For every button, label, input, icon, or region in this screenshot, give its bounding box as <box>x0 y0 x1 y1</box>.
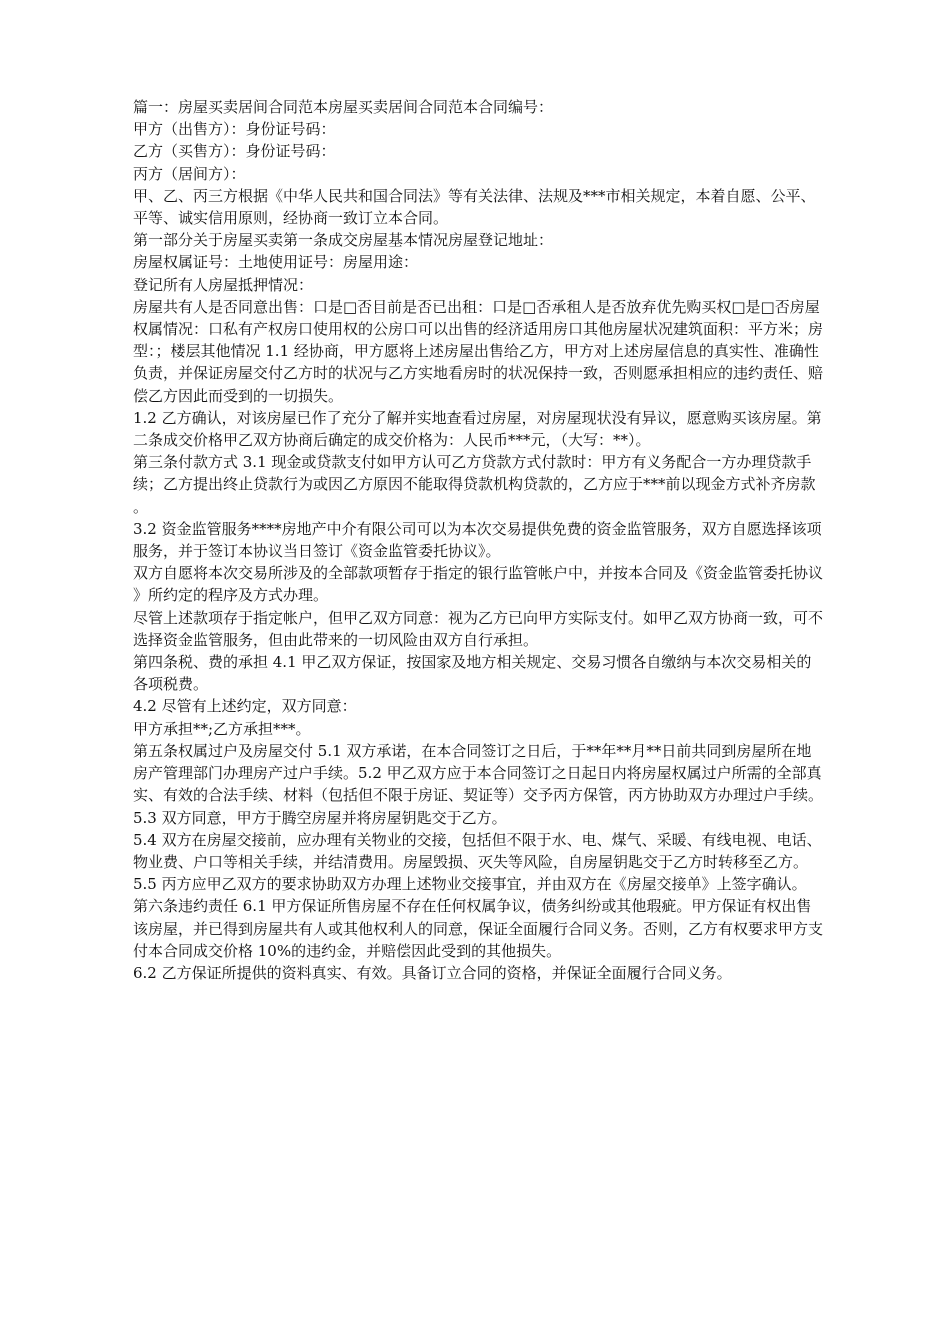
paragraph-title: 篇一：房屋买卖居间合同范本房屋买卖居间合同范本合同编号： <box>133 98 554 116</box>
paragraph-clause-6-2: 6.2 乙方保证所提供的资料真实、有效。具备订立合同的资格，并保证全面履行合同义务。 <box>133 963 732 982</box>
paragraph-clause-5-1: 第五条权属过户及房屋交付 5.1 双方承诺，在本合同签订之日后，于**年**月**日前共同到房屋所在地房产管理部门办理房产过户手续。5.2 甲乙双方应于本合同签订之日起日内将房屋权属过户所需的全部真实、有效的合法手续、材料（包括但不限于房证、契证等）交予丙方保管，丙方协助双方办理过户手续。 <box>133 741 824 805</box>
paragraph-party-c: 丙方（居间方）： <box>133 164 246 183</box>
paragraph-co-owner-consent: 房屋共有人是否同意出售：口是□否目前是否已出租：口是□否承租人是否放弃优先购买权□是□否房屋权属情况：口私有产权房口使用权的公房口可以出售的经济适用房口其他房屋状况建筑面积：平方米；房型：；楼层其他情况 1.1 经协商，甲方愿将上述房屋出售给乙方，甲方对上述房屋信息的真实性、准确性负责，并保证房屋交付乙方时的状况与乙方实地看房时的状况保持一致，否则愿承担相应的违约责任、赔偿乙方因此而受到的一切损失。 <box>133 297 824 405</box>
paragraph-clause-1-2: 1.2 乙方确认，对该房屋已作了充分了解并实地查看过房屋，对房屋现状没有异议，愿意购买该房屋。第二条成交价格甲乙双方协商后确定的成交价格为：人民币***元，（大写：**）。 <box>133 408 822 450</box>
paragraph-part-one: 第一部分关于房屋买卖第一条成交房屋基本情况房屋登记地址： <box>133 231 554 250</box>
paragraph-clause-6-1: 第六条违约责任 6.1 甲方保证所售房屋不存在任何权属争议，债务纠纷或其他瑕疵。甲方保证有权出售该房屋，并已得到房屋共有人或其他权利人的同意，保证全面履行合同义务。否则，乙方有权要求甲方支付本合同成交价格 10%的违约金，并赔偿因此受到的其他损失。 <box>133 897 824 960</box>
paragraph-property-certificates: 房屋权属证号：土地使用证号：房屋用途： <box>133 253 419 272</box>
paragraph-party-b: 乙方（买售方）：身份证号码： <box>133 142 336 161</box>
document-body <box>133 96 823 984</box>
paragraph-tax-split: 甲方承担**;乙方承担***。 <box>133 719 311 738</box>
paragraph-escrow-account: 双方自愿将本次交易所涉及的全部款项暂存于指定的银行监管帐户中，并按本合同及《资金监管委托协议》所约定的程序及方式办理。 <box>133 564 824 605</box>
paragraph-registered-owner: 登记所有人房屋抵押情况： <box>133 275 314 294</box>
paragraph-clause-3-1: 第三条付款方式 3.1 现金或贷款支付如甲方认可乙方贷款方式付款时：甲方有义务配合一方办理贷款手续；乙方提出终止贷款行为或因乙方原因不能取得贷款机构贷款的，乙方应于***前以现金方式补齐房款。 <box>133 453 816 516</box>
paragraph-clause-5-4: 5.4 双方在房屋交接前，应办理有关物业的交接，包括但不限于水、电、煤气、采暖、有线电视、电话、物业费、户口等相关手续，并结清费用。房屋毁损、灭失等风险，自房屋钥匙交于乙方时转移至乙方。 <box>133 830 822 871</box>
paragraph-preamble: 甲、乙、丙三方根据《中华人民共和国合同法》等有关法律、法规及***市相关规定，本着自愿、公平、平等、诚实信用原则，经协商一致订立本合同。 <box>133 186 816 228</box>
paragraph-clause-4-2: 4.2 尽管有上述约定，双方同意： <box>133 697 357 716</box>
paragraph-party-a: 甲方（出售方）：身份证号码： <box>133 120 336 139</box>
paragraph-clause-5-5: 5.5 丙方应甲乙双方的要求协助双方办理上述物业交接事宜，并由双方在《房屋交接单》上签字确认。 <box>133 875 807 894</box>
paragraph-clause-5-3: 5.3 双方同意，甲方于腾空房屋并将房屋钥匙交于乙方。 <box>133 808 507 827</box>
paragraph-clause-3-2: 3.2 资金监管服务****房地产中介有限公司可以为本次交易提供免费的资金监管服务，双方自愿选择该项服务，并于签订本协议当日签订《资金监管委托协议》。 <box>133 519 822 561</box>
paragraph-clause-4-1: 第四条税、费的承担 4.1 甲乙双方保证，按国家及地方相关规定、交易习惯各自缴纳与本次交易相关的各项税费。 <box>133 653 812 694</box>
paragraph-escrow-risk: 尽管上述款项存于指定帐户，但甲乙双方同意：视为乙方已向甲方实际支付。如甲乙双方协商一致，可不选择资金监管服务，但由此带来的一切风险由双方自行承担。 <box>133 608 824 649</box>
